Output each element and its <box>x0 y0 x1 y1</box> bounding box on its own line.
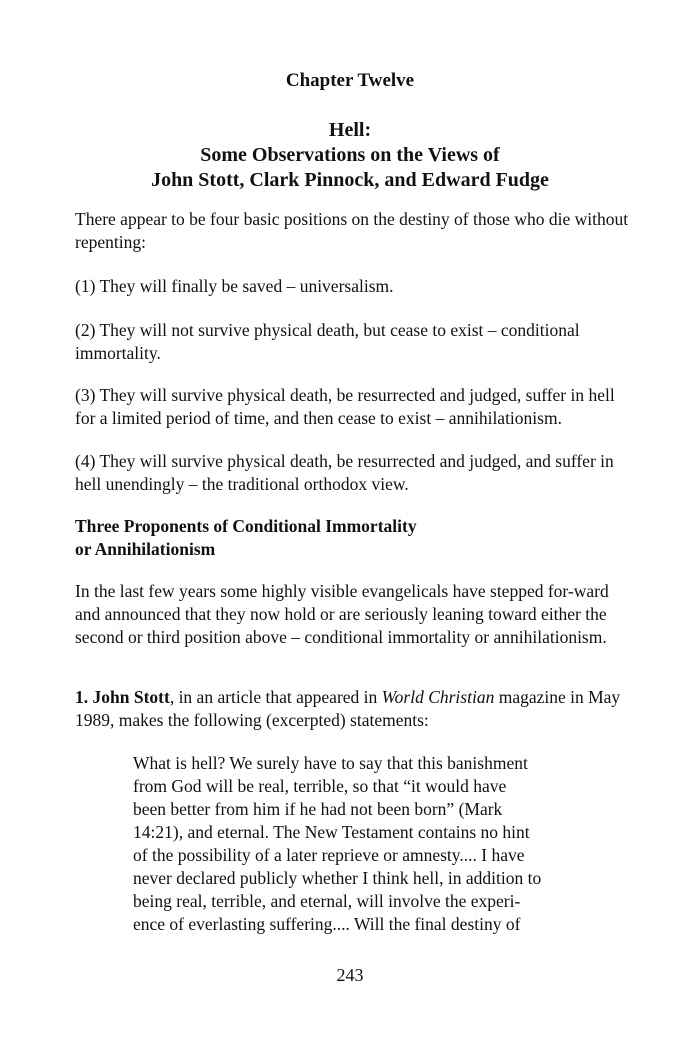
chapter-title-line-3: John Stott, Clark Pinnock, and Edward Fudge <box>151 169 549 191</box>
quote-line: never declared publicly whether I think hell, in addition to <box>133 868 542 888</box>
chapter-label: Chapter Twelve <box>285 70 415 91</box>
section-heading-line-1: Three Proponents of Conditional Immortality <box>75 516 417 536</box>
quote-line: been better from him if he had not been born” (Mark <box>133 799 503 819</box>
position-1: (1) They will finally be saved – universalism. <box>75 276 394 296</box>
section-heading <box>75 515 635 561</box>
chapter-title <box>0 118 700 193</box>
position-3: (3) They will survive physical death, be resurrected and judged, suffer in hell for a limited period of time, and then cease to exist – annihilationism. <box>75 385 615 428</box>
section-heading-line-2: or Annihilationism <box>75 539 216 559</box>
quote-line: from God will be real, terrible, so that “it would have <box>133 776 507 796</box>
section-paragraph: In the last few years some highly visible evangelicals have stepped for-ward and announced that they now hold or are seriously leaning toward either the second or third position above – conditional immortality or annihilationism. <box>75 581 609 647</box>
stott-lead: 1. John Stott <box>75 687 170 707</box>
magazine-title: World Christian <box>381 687 495 707</box>
chapter-title-line-1: Hell: <box>328 119 372 141</box>
chapter-title-line-2: Some Observations on the Views of <box>200 144 500 166</box>
page-number: 243 <box>336 965 364 985</box>
quote-line: What is hell? We surely have to say that this banishment <box>133 753 528 773</box>
quote-line: being real, terrible, and eternal, will involve the experi- <box>133 891 521 911</box>
position-2: (2) They will not survive physical death, but cease to exist – conditional immortality. <box>75 320 580 363</box>
stott-text-before: , in an article that appeared in <box>169 687 382 707</box>
quote-line: of the possibility of a later reprieve or amnesty.... I have <box>133 845 525 865</box>
stott-paragraph <box>75 686 635 732</box>
position-4: (4) They will survive physical death, be resurrected and judged, and suffer in hell unendingly – the traditional orthodox view. <box>75 451 614 494</box>
quote-line: 14:21), and eternal. The New Testament contains no hint <box>133 822 530 842</box>
intro-paragraph: There appear to be four basic positions on the destiny of those who die without repenting: <box>75 209 629 252</box>
stott-text-after: magazine in May 1989, makes the following (excerpted) statements: <box>75 687 621 730</box>
block-quote <box>133 752 573 936</box>
quote-line: ence of everlasting suffering.... Will the final destiny of <box>133 914 521 934</box>
